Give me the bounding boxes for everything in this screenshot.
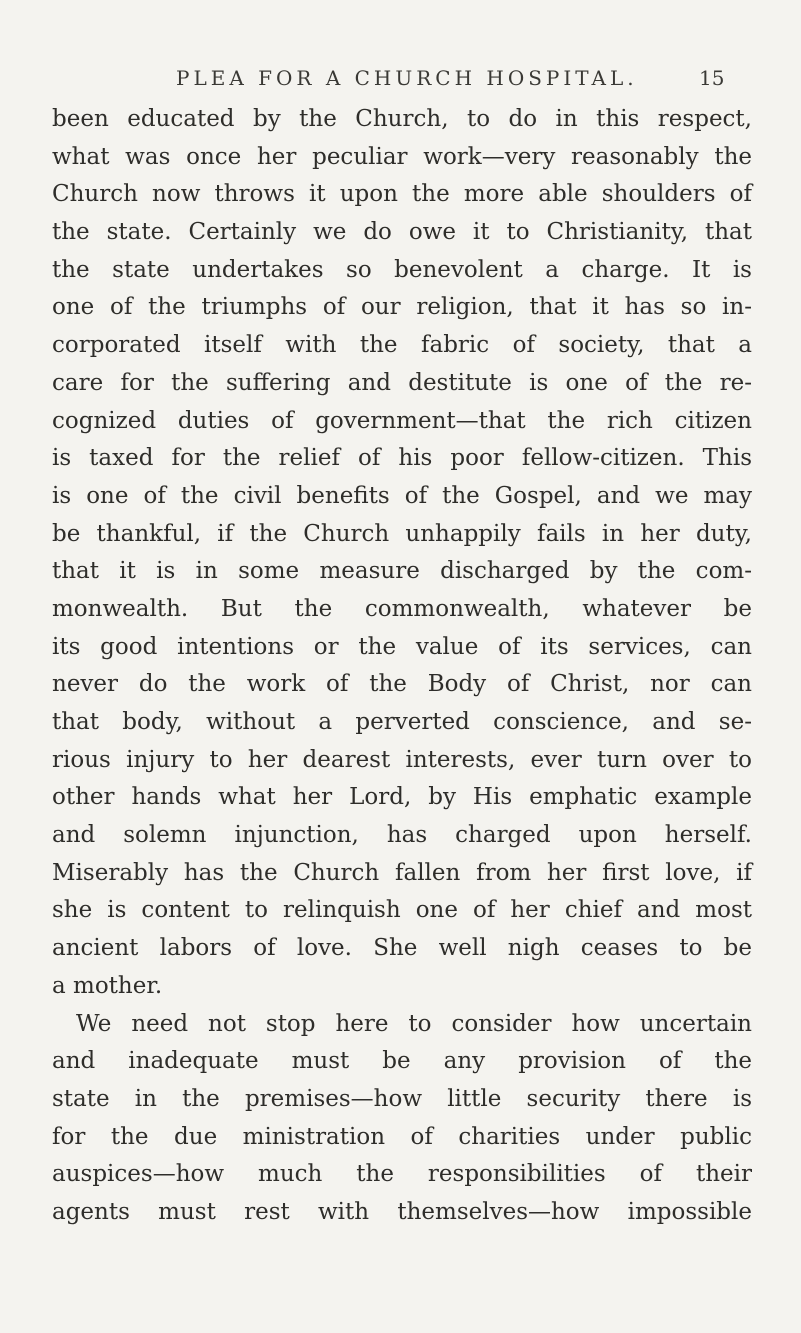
text-line: never do the work of the Body of Christ, nor can	[52, 671, 752, 698]
text-line: ancient labors of love. She well nigh ceases to be	[52, 935, 752, 962]
text-line: cognized duties of government—that the rich citizen	[52, 407, 752, 434]
body-text	[52, 101, 752, 1232]
text-line: We need not stop here to consider how uncertain	[76, 1010, 752, 1037]
text-line: agents must rest with themselves—how impossible	[52, 1198, 752, 1225]
running-title: PLEA FOR A CHURCH HOSPITAL.	[176, 66, 638, 90]
text-line: rious injury to her dearest interests, ever turn over to	[52, 746, 752, 773]
text-line: and inadequate must be any provision of the	[52, 1048, 752, 1075]
text-line: that body, without a perverted conscience, and se-	[52, 709, 752, 735]
text-line: be thankful, if the Church unhappily fails in her duty,	[52, 520, 752, 547]
text-line: monwealth. But the commonwealth, whatever be	[52, 595, 752, 622]
text-line: state in the premises—how little security there is	[52, 1085, 752, 1112]
text-line: Church now throws it upon the more able shoulders of	[52, 181, 752, 208]
text-line: corporated itself with the fabric of society, that a	[52, 332, 752, 359]
text-line: what was once her peculiar work—very reasonably the	[52, 143, 752, 170]
text-line: she is content to relinquish one of her chief and most	[52, 897, 752, 924]
paragraph	[52, 101, 752, 1006]
text-line: is taxed for the relief of his poor fellow-citizen. This	[52, 445, 752, 472]
text-line: been educated by the Church, to do in this respect,	[52, 106, 752, 132]
text-line: and solemn injunction, has charged upon herself.	[52, 822, 752, 849]
text-line: one of the triumphs of our religion, that it has so in-	[52, 294, 752, 321]
text-line: auspices—how much the responsibilities of their	[52, 1161, 752, 1188]
text-line: is one of the civil benefits of the Gospel, and we may	[52, 482, 752, 509]
text-line: for the due ministration of charities under public	[52, 1123, 752, 1150]
text-line: Miserably has the Church fallen from her first love, if	[52, 859, 752, 886]
text-line: care for the suffering and destitute is one of the re-	[52, 369, 752, 396]
text-line: the state. Certainly we do owe it to Christianity, that	[52, 219, 752, 246]
text-line: its good intentions or the value of its services, can	[52, 633, 752, 660]
text-line: a mother.	[52, 972, 163, 999]
text-line: that it is in some measure discharged by the com-	[52, 558, 752, 585]
paragraph	[52, 1006, 752, 1232]
text-line: other hands what her Lord, by His emphatic example	[52, 784, 752, 811]
running-head	[0, 66, 801, 96]
text-line: the state undertakes so benevolent a charge. It is	[52, 256, 752, 283]
page-number: 15	[699, 66, 725, 90]
